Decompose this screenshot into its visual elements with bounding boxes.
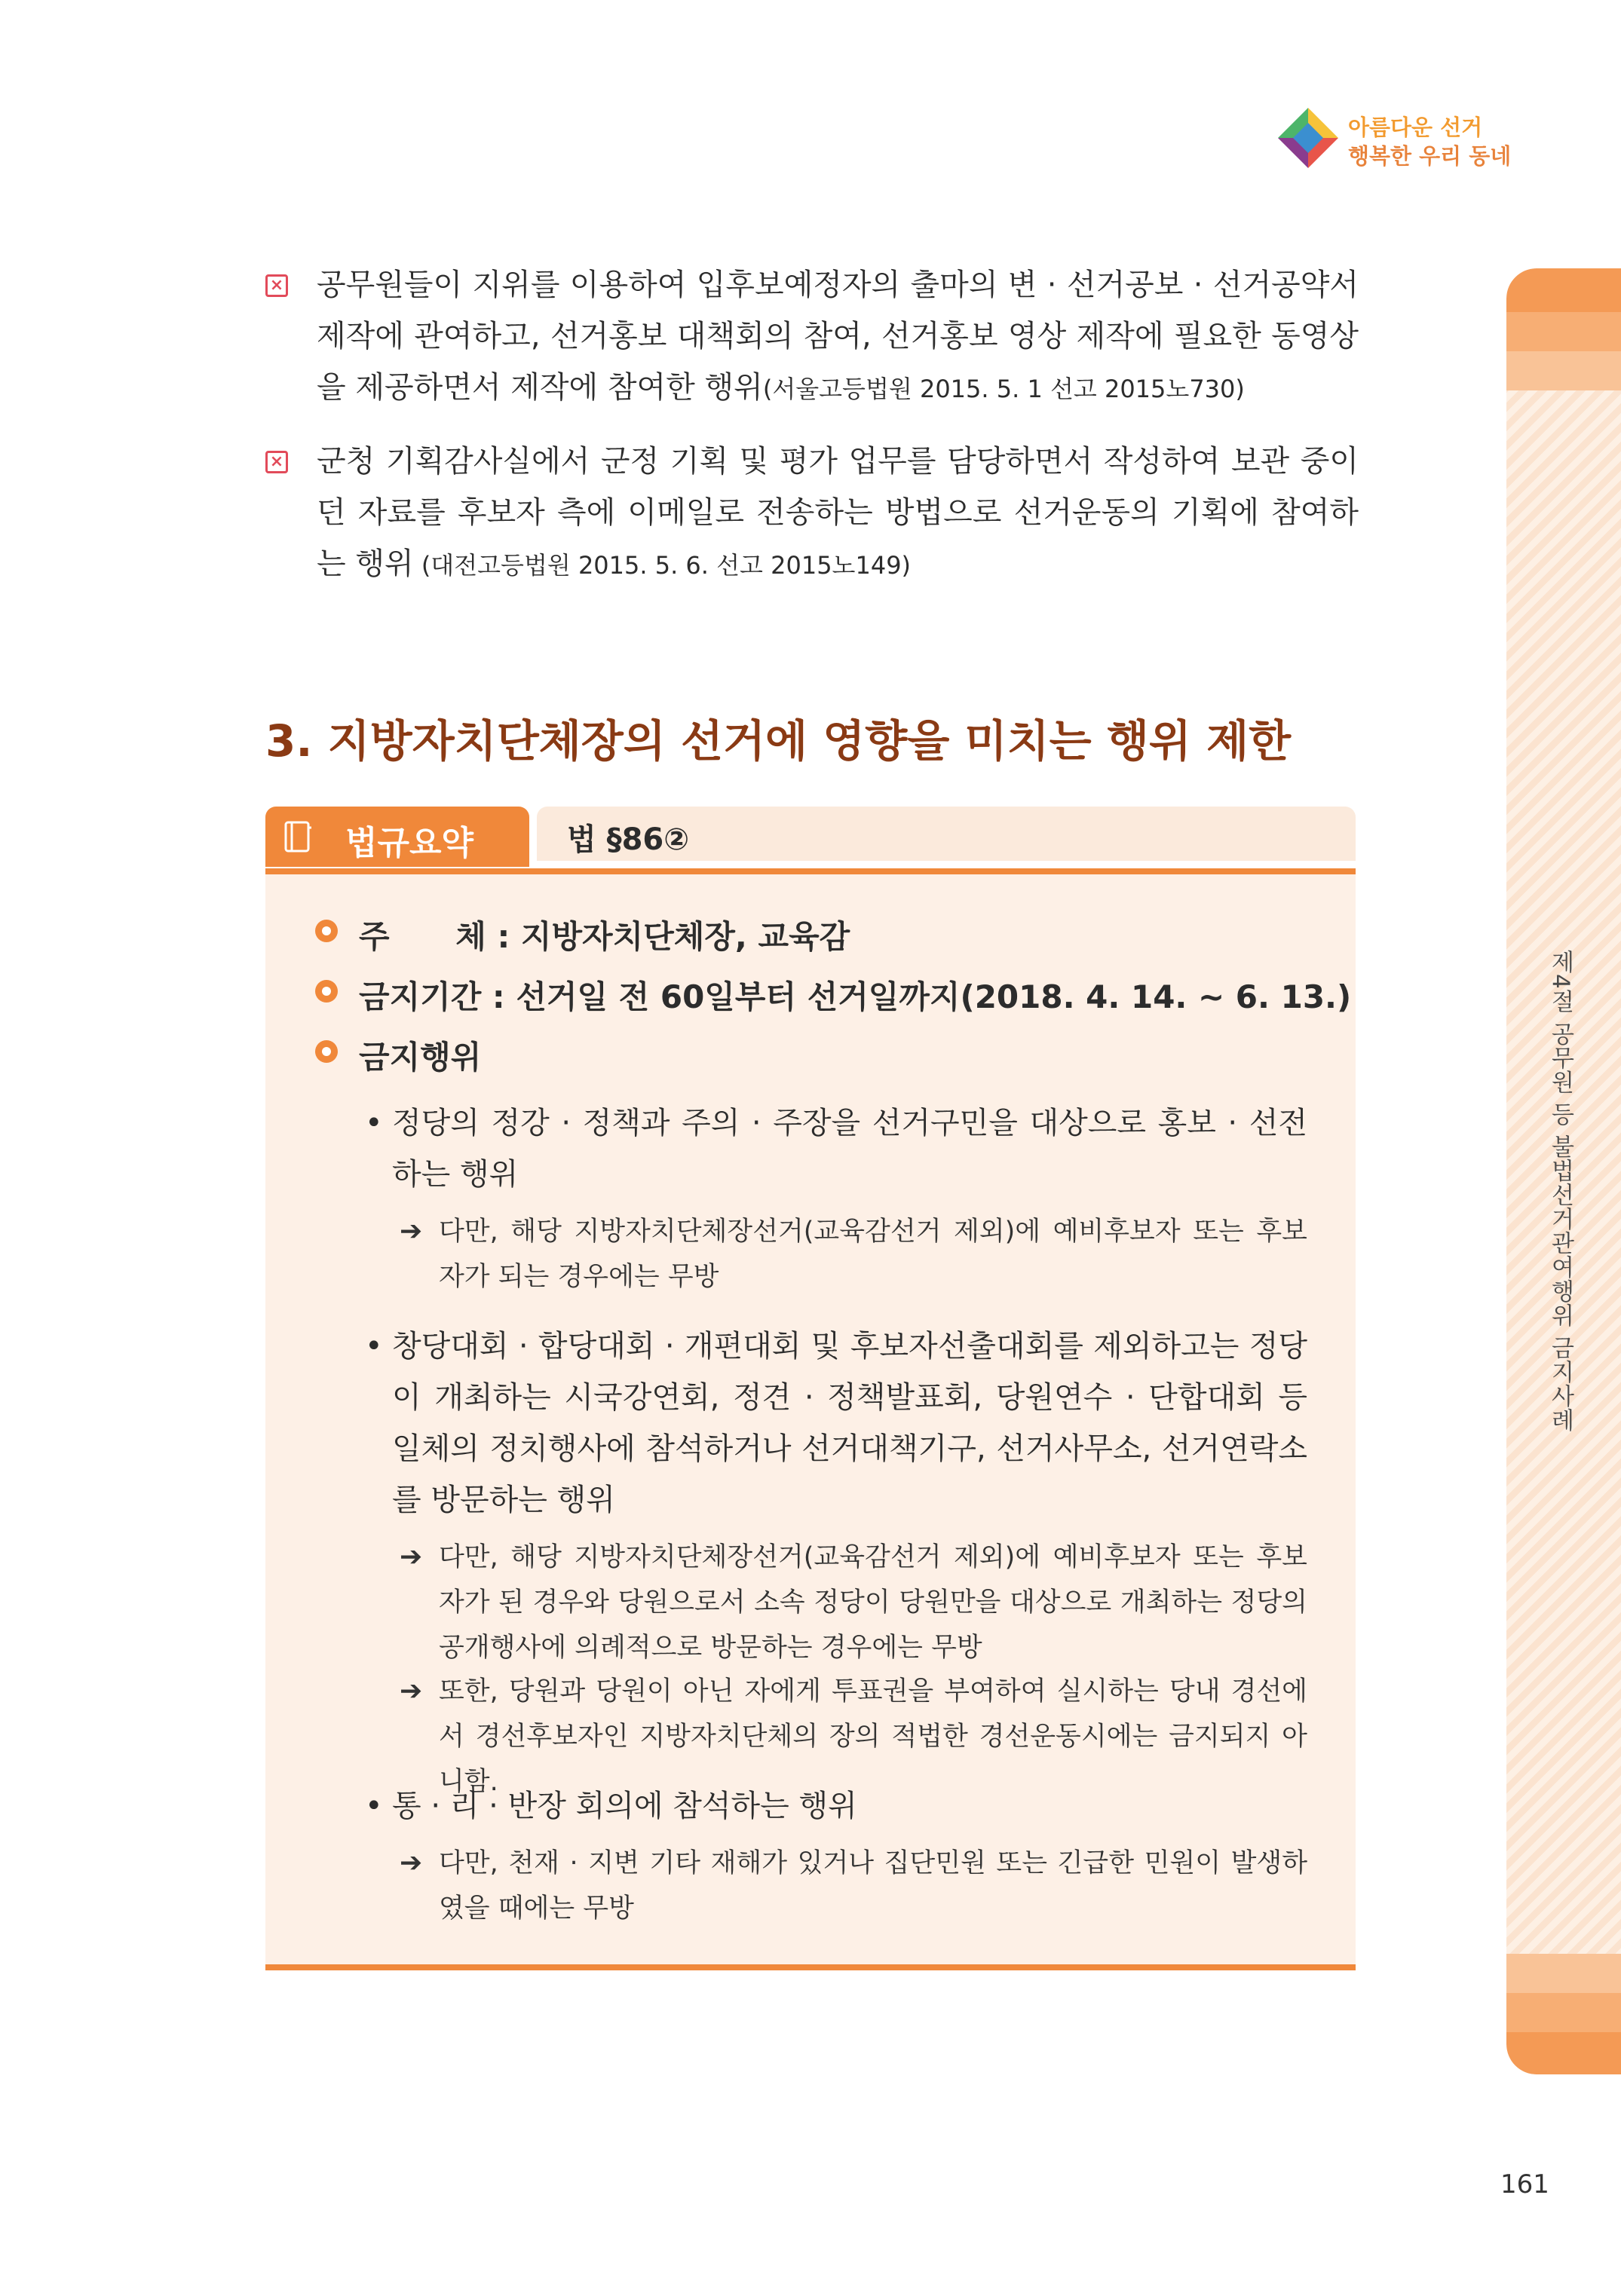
case-item-body	[317, 436, 1359, 591]
exception-note-text: 다만, 천재 · 지변 기타 재해가 있거나 집단민원 또는 긴급한 민원이 발생하였을 때에는 무방	[439, 1848, 1307, 1924]
exception-note	[400, 1841, 1307, 1931]
prohibited-act-text: 창당대회 · 합당대회 · 개편대회 및 후보자선출대회를 제외하고는 정당이 개최하는 시국강연회, 정견 · 정책발표회, 당원연수 · 단합대회 등 일체의 정치행사에 참석하거나 선거대책기구, 선거사무소, 선거연락소를 방문하는 행위	[392, 1329, 1307, 1517]
case-item	[265, 259, 1359, 415]
logo-line1: 아름다운 선거	[1348, 115, 1483, 140]
circle-bullet-icon	[315, 980, 338, 1003]
circle-bullet-icon	[315, 920, 338, 942]
exception-note-text: 다만, 해당 지방자치단체장선거(교육감선거 제외)에 예비후보자 또는 후보자가 되는 경우에는 무방	[439, 1217, 1307, 1292]
exception-note	[400, 1535, 1307, 1670]
prohibited-act-item	[365, 1097, 1307, 1200]
divider	[265, 1964, 1356, 1970]
case-item-text: 군청 기획감사실에서 군정 기획 및 평가 업무를 담당하면서 작성하여 보관 중이던 자료를 후보자 측에 이메일로 전송하는 방법으로 선거운동의 기획에 참여하는 행위	[317, 444, 1359, 581]
subject-text: 주 체 : 지방자치단체장, 교육감	[359, 918, 850, 955]
x-box-icon: ×	[265, 274, 288, 297]
law-ref-text: 법 §86②	[567, 822, 690, 857]
arrow-right-icon: ➔	[400, 1216, 423, 1247]
logo-line2: 행복한 우리 동네	[1348, 143, 1512, 169]
page-number: 161	[1500, 2169, 1549, 2200]
summary-law-ref	[537, 807, 1356, 861]
arrow-right-icon: ➔	[400, 1541, 423, 1572]
case-item-body	[317, 259, 1359, 415]
summary-tab-label: 법규요약	[345, 824, 474, 862]
summary-prohibited-heading	[315, 1033, 481, 1078]
circle-bullet-icon	[315, 1040, 338, 1063]
diamond-logo-icon	[1274, 104, 1342, 172]
period-text: 금지기간 : 선거일 전 60일부터 선거일까지(2018. 4. 14. ~ 6. 13.)	[359, 978, 1352, 1015]
header-logo	[1274, 104, 1515, 187]
logo-text	[1348, 113, 1511, 170]
prohibited-heading-text: 금지행위	[359, 1039, 482, 1076]
summary-period	[315, 972, 1351, 1018]
prohibited-act-item	[365, 1321, 1307, 1526]
exception-note-text: 다만, 해당 지방자치단체장선거(교육감선거 제외)에 예비후보자 또는 후보자가 된 경우와 당원으로서 소속 정당이 당원만을 대상으로 개최하는 정당의 공개행사에 의례적으로 방문하는 경우에는 무방	[439, 1542, 1307, 1663]
exception-note-text: 또한, 당원과 당원이 아닌 자에게 투표권을 부여하여 실시하는 당내 경선에서 경선후보자인 지방자치단체의 장의 적법한 경선운동시에는 금지되지 아니함.	[439, 1676, 1307, 1797]
chapter-side-label: 제4절 공무원 등 불법선거관여행위 금지사례	[1546, 950, 1574, 1433]
summary-tab	[265, 807, 529, 867]
divider	[265, 868, 1356, 874]
case-item-citation: (대전고등법원 2015. 5. 6. 선고 2015노149)	[413, 551, 912, 580]
case-item-text: 공무원들이 지위를 이용하여 입후보예정자의 출마의 변 · 선거공보 · 선거공약서 제작에 관여하고, 선거홍보 대책회의 참여, 선거홍보 영상 제작에 필요한 동영상을 제공하면서 제작에 참여한 행위	[317, 268, 1359, 405]
arrow-right-icon: ➔	[400, 1848, 423, 1878]
dot-bullet-icon: •	[365, 1329, 383, 1364]
case-item	[265, 436, 1359, 591]
dot-bullet-icon: •	[365, 1106, 383, 1140]
arrow-right-icon: ➔	[400, 1676, 423, 1707]
case-item-citation: (서울고등법원 2015. 5. 1 선고 2015노730)	[762, 375, 1245, 403]
dot-bullet-icon: •	[365, 1789, 383, 1823]
prohibited-act-text: 정당의 정강 · 정책과 주의 · 주장을 선거구민을 대상으로 홍보 · 선전하는 행위	[392, 1106, 1307, 1192]
prohibited-act-item	[365, 1780, 1307, 1832]
book-icon	[283, 820, 314, 853]
exception-note	[400, 1209, 1307, 1300]
x-box-icon: ×	[265, 451, 288, 473]
section-title: 3. 지방자치단체장의 선거에 영향을 미치는 행위 제한	[265, 715, 1292, 767]
prohibited-act-text: 통 · 리 · 반장 회의에 참석하는 행위	[392, 1789, 857, 1823]
summary-subject	[315, 912, 850, 957]
